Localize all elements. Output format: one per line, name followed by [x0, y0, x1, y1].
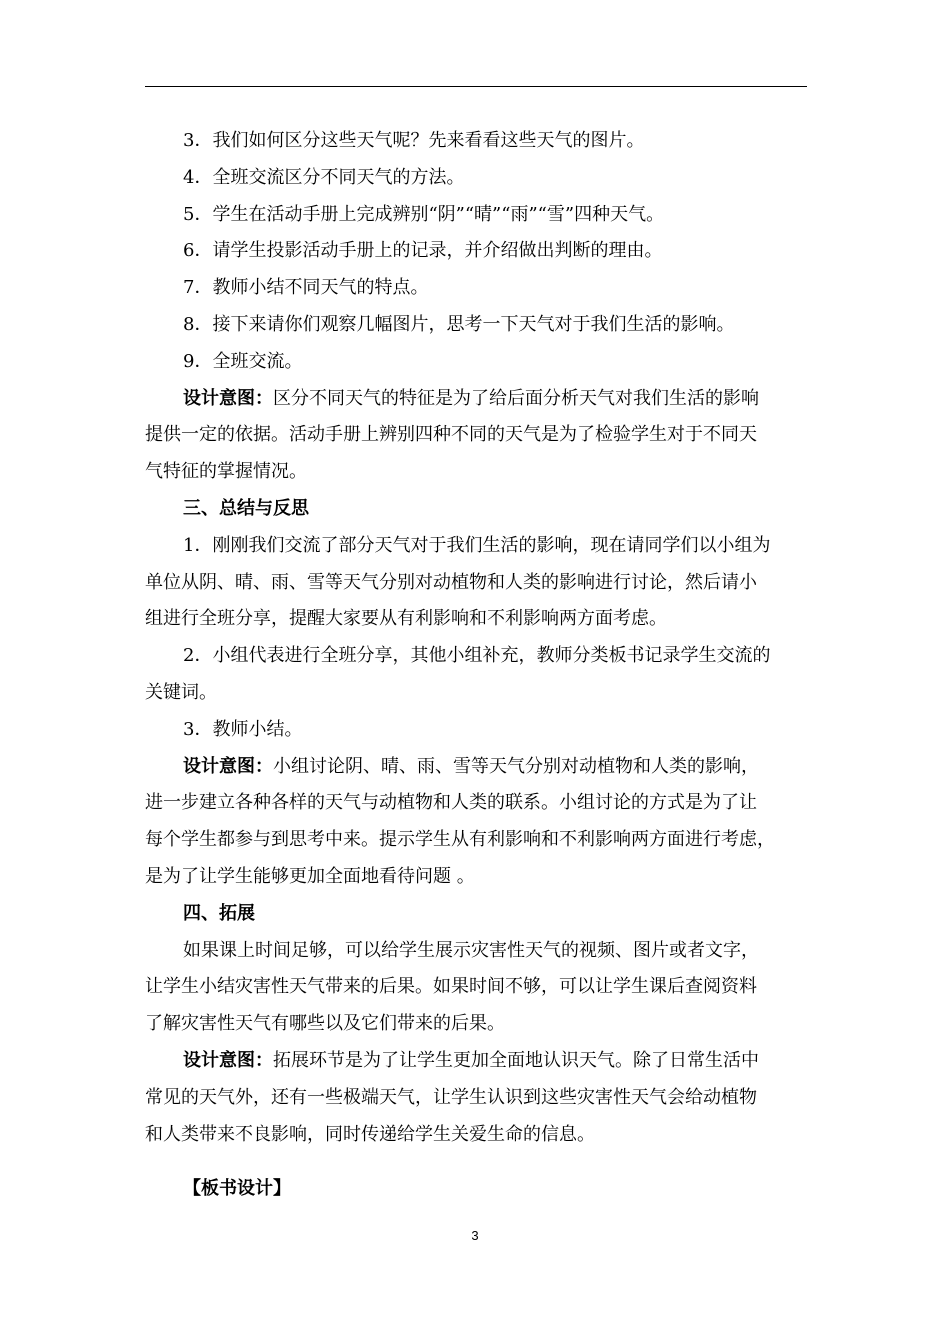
header-rule	[145, 86, 807, 87]
paragraph-line: 是为了让学生能够更加全面地看待问题 。	[145, 865, 475, 887]
paragraph-text: 拓展环节是为了让学生更加全面地认识天气。除了日常生活中	[273, 1049, 759, 1071]
paragraph-line: 常见的天气外，还有一些极端天气，让学生认识到这些灾害性天气会给动植物	[145, 1086, 757, 1108]
board-design-heading: 【板书设计】	[183, 1178, 291, 1200]
paragraph-line: 组进行全班分享，提醒大家要从有利影响和不利影响两方面考虑。	[145, 608, 667, 630]
design-intent-paragraph	[145, 381, 817, 418]
section-heading: 四、拓展	[183, 902, 255, 924]
list-item: 7．教师小结不同天气的特点。	[183, 277, 429, 299]
paragraph-line: 3．教师小结。	[183, 718, 303, 740]
paragraph-line: 1．刚刚我们交流了部分天气对于我们生活的影响，现在请同学们以小组为	[183, 534, 771, 556]
section-heading: 三、总结与反思	[183, 497, 309, 519]
design-intent-label: 设计意图：	[183, 1049, 273, 1071]
list-item: 9．全班交流。	[183, 350, 303, 372]
design-intent-label: 设计意图：	[183, 387, 273, 409]
paragraph-text: 小组讨论阴、晴、雨、雪等天气分别对动植物和人类的影响，	[273, 755, 759, 777]
paragraph-line: 进一步建立各种各样的天气与动植物和人类的联系。小组讨论的方式是为了让	[145, 792, 757, 814]
spacer	[145, 1153, 817, 1171]
paragraph-line: 气特征的掌握情况。	[145, 461, 307, 483]
paragraph-line: 如果课上时间足够，可以给学生展示灾害性天气的视频、图片或者文字，	[183, 939, 759, 961]
paragraph-line: 和人类带来不良影响，同时传递给学生关爱生命的信息。	[145, 1123, 595, 1145]
list-item: 8．接下来请你们观察几幅图片，思考一下天气对于我们生活的影响。	[183, 313, 735, 335]
design-intent-paragraph	[145, 1043, 817, 1080]
list-item: 3．我们如何区分这些天气呢？先来看看这些天气的图片。	[183, 130, 645, 151]
paragraph-line: 2．小组代表进行全班分享，其他小组补充，教师分类板书记录学生交流的	[183, 645, 771, 667]
list-item: 5．学生在活动手册上完成辨别“阴”“晴”“雨”“雪”四种天气。	[183, 203, 665, 225]
document-body	[145, 123, 817, 1208]
page-number: 3	[471, 1228, 479, 1243]
design-intent-paragraph	[145, 749, 817, 786]
paragraph-line: 提供一定的依据。活动手册上辨别四种不同的天气是为了检验学生对于不同天	[145, 424, 757, 446]
paragraph-line: 关键词。	[145, 681, 217, 703]
paragraph-line: 让学生小结灾害性天气带来的后果。如果时间不够，可以让学生课后查阅资料	[145, 976, 757, 998]
design-intent-label: 设计意图：	[183, 755, 273, 777]
list-item: 6．请学生投影活动手册上的记录，并介绍做出判断的理由。	[183, 240, 663, 262]
paragraph-line: 了解灾害性天气有哪些以及它们带来的后果。	[145, 1013, 505, 1035]
paragraph-line: 每个学生都参与到思考中来。提示学生从有利影响和不利影响两方面进行考虑，	[145, 829, 775, 851]
list-item: 4．全班交流区分不同天气的方法。	[183, 166, 465, 188]
paragraph-text: 区分不同天气的特征是为了给后面分析天气对我们生活的影响	[273, 387, 759, 409]
paragraph-line: 单位从阴、晴、雨、雪等天气分别对动植物和人类的影响进行讨论，然后请小	[145, 571, 757, 593]
